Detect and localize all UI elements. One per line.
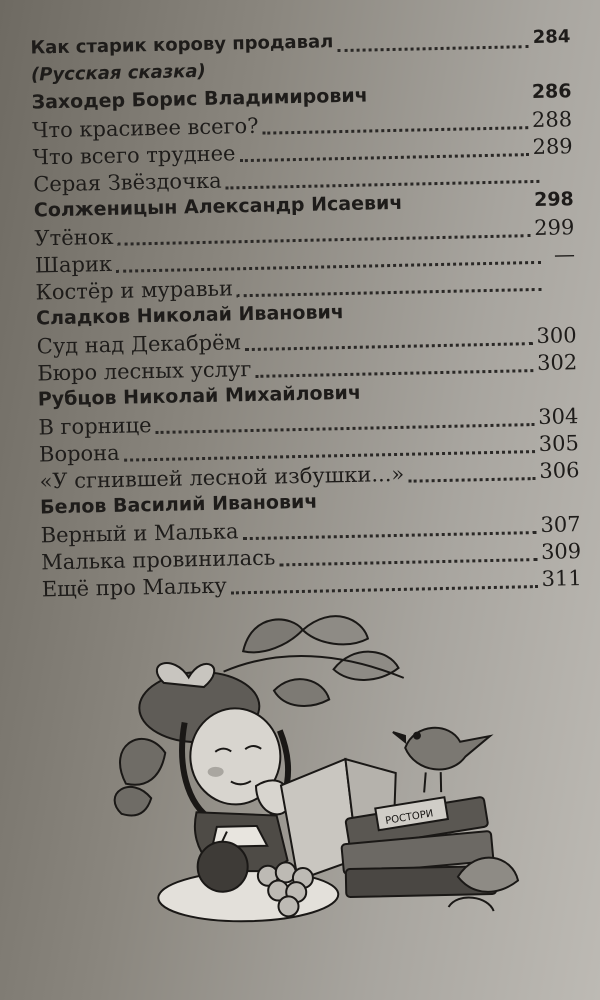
toc-page-number: 289 [532,134,573,160]
toc-entry-title: Костёр и муравьи [35,276,234,305]
toc-entry-title: Ещё про Мальку [41,573,228,602]
toc-entry-title: (Русская сказка) [30,60,206,86]
toc-page-number: 307 [540,512,581,537]
toc-page-number [541,69,571,70]
toc-page-number: 300 [536,323,577,349]
toc-page-number [543,180,573,181]
toc-entry-title: Шарик [34,251,113,278]
toc-page-number: 306 [539,458,580,483]
toc-leader-dots [408,477,535,483]
toc-entry-title: Утёнок [34,224,114,251]
toc-page-number: 304 [537,404,579,429]
toc-page-number: 288 [531,107,573,133]
leaf-4 [274,679,330,707]
toc-entry-title: Малька провинилась [40,545,276,575]
toc-entry-title: Ворона [38,440,120,467]
toc-page-number [546,313,576,314]
toc-leader-dots [245,342,533,351]
toc-entry-title: Заходер Борис Владимирович [31,84,368,114]
table-of-contents [30,26,582,604]
toc-page-number: 305 [538,431,580,456]
toc-leader-dots [263,126,529,135]
toc-leader-dots [240,153,529,162]
toc-leader-dots [231,585,538,594]
toc-entry-title: Бюро лесных услуг [37,356,252,386]
toc-entry-title: Как старик корову продавал [30,31,334,59]
toc-entry-title: «У сгнившей лесной избушки...» [39,461,405,494]
toc-entry-title: Солженицын Александр Исаевич [33,191,403,222]
toc-page-number: 309 [540,539,582,564]
toc-page-number [550,502,580,503]
toc-leader-dots [255,369,533,378]
toc-entry-title: Верный и Малька [40,519,239,548]
toc-page-number [548,394,578,395]
toc-entry-title: Серая Звёздочка [33,168,222,197]
toc-leader-dots [243,531,537,540]
left-leaf [120,738,166,785]
toc-entry-title: Что красивее всего? [31,113,259,143]
toc-page-number: 299 [534,215,575,241]
apple [197,841,248,892]
toc-entry-title: Белов Василий Иванович [39,490,318,519]
toc-page-number: — [553,242,576,267]
toc-page-number: 286 [531,80,572,104]
toc-entry-title: Сладков Николай Иванович [35,301,345,330]
toc-page-number: 298 [533,188,574,212]
toc-entry-title: В горнице [38,413,152,440]
toc-entry-title: Рубцов Николай Михайлович [37,381,362,411]
leaf-2 [302,616,368,646]
toc-entry-title: Что всего труднее [32,141,236,170]
toc-page-number: 284 [532,26,571,49]
toc-entry-title: Суд над Декабрём [36,330,242,359]
book-label: РОСТОРИ [384,808,435,827]
left-leaf-2 [114,787,151,816]
toc-leader-dots [279,558,537,566]
illustration-girl-reading [102,605,529,944]
toc-leader-dots [337,45,529,52]
toc-page-number: 311 [541,566,582,591]
toc-leader-dots [237,288,542,297]
toc-leader-dots [226,180,540,190]
leaf-1 [243,619,304,653]
toc-page-number: 302 [536,350,578,376]
toc-page-number [546,288,576,289]
